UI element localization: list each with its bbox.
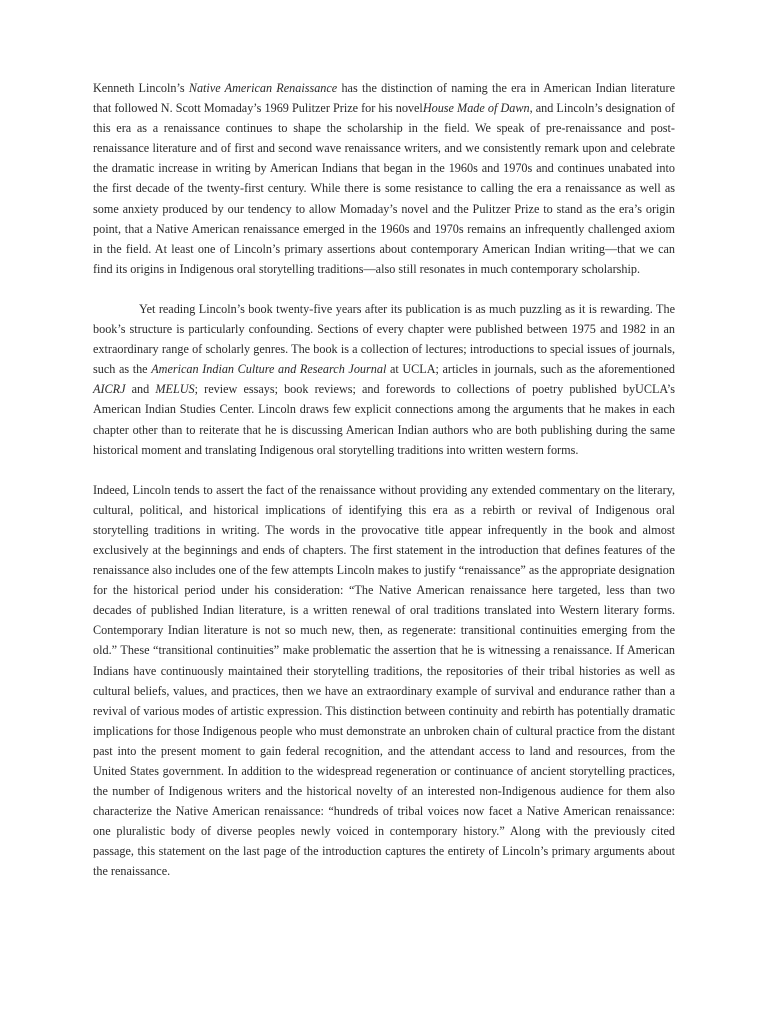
p1-text-2: has the distinction of naming the era in American Indian literature that followed N. Scott Momaday’s 1969 Pulitzer Prize for his novel bbox=[93, 81, 675, 116]
p2-text-1: Yet reading Lincoln’s book twenty-five years after its publication is as much puzzling as it is rewarding. The book’s structure is particularly confounding. Sections of every chapter were published between 1975 and 1982 in an extraordinary range of scholarly genres. The book is a collection of lectures; introductions to special issues of journals, such as the bbox=[93, 301, 675, 377]
p1-text-1: Kenneth Lincoln’s bbox=[93, 81, 189, 95]
p2-text-4: ; review essays; book reviews; and forewords to collections of poetry published byUCLA’s American Indian Studies Center. Lincoln draws few explicit connections among the arguments that he makes in each chapter other than to reiterate that he is discussing American Indian authors who are both publishing during the same historical moment and translating Indigenous oral storytelling traditions into written western forms. bbox=[93, 382, 675, 457]
paragraph-3 bbox=[93, 480, 675, 882]
p1-text-3: , and Lincoln’s designation of this era as a renaissance continues to shape the scholarship in the field. We speak of pre-renaissance and post-renaissance literature and of first and second wave renaissance writers, and we consistently remark upon and celebrate the dramatic increase in writing by American Indians that began in the 1960s and 1970s and continues unabated into the first decade of the twenty-first century. While there is some resistance to calling the era a renaissance as well as some anxiety produced by our tendency to allow Momaday’s novel and the Pulitzer Prize to stand as the era’s origin point, that a Native American renaissance emerged in the 1960s and 1970s remains an infrequently challenged axiom in the field. At least one of Lincoln’s primary assertions about contemporary American Indian writing—that we can find its origins in Indigenous oral storytelling traditions—also still resonates in much contemporary scholarship. bbox=[93, 101, 675, 276]
paragraph-1 bbox=[93, 78, 675, 279]
p2-title-melus: MELUS bbox=[155, 382, 195, 397]
p2-title-aicrj: AICRJ bbox=[93, 382, 126, 397]
p1-title-native-american-renaissance: Native American Renaissance bbox=[188, 81, 338, 95]
p1-title-house-made-of-dawn: House Made of Dawn bbox=[422, 101, 530, 116]
p3-text-1: Indeed, Lincoln tends to assert the fact of the renaissance without providing any extended commentary on the literary, cultural, political, and historical implications of identifying this era as a rebirth or revival of Indigenous oral storytelling traditions in writing. The words in the provocative title appear infrequently in the book and almost exclusively at the beginnings and ends of chapters. The first statement in the introduction that defines features of the renaissance also includes one of the few attempts Lincoln makes to justify “renaissance” as the appropriate designation for the historical period under his consideration: “The Native American renaissance here targeted, less than two decades of published Indian literature, is a written renewal of oral traditions translated into Western literary forms. Contemporary Indian literature is not so much new, then, as regenerate: transitional continuities emerging from the old.” These “transitional continuities” make problematic the assertion that he is witnessing a renaissance. If American Indians have continuously maintained their storytelling traditions, the repositories of their tribal histories as well as cultural beliefs, values, and practices, then we have an extraordinary example of survival and endurance rather than a revival of various modes of artistic expression. This distinction between continuity and rebirth has potentially dramatic implications for those Indigenous people who must demonstrate an unbroken chain of cultural practice from the distant past into the present moment to gain federal recognition, and the attendant access to land and resources, from the United States government. In addition to the widespread regeneration or continuance of ancient storytelling practices, the number of Indigenous writers and the historical novelty of an interested non-Indigenous audience for them also characterize the Native American renaissance: “hundreds of tribal voices now facet a Native American renaissance: one pluralistic body of diverse peoples newly voiced in contemporary history.” Along with the previously cited passage, this statement on the last page of the introduction captures the entirety of Lincoln’s primary arguments about the renaissance. bbox=[93, 482, 675, 879]
p2-title-aicrj-full: American Indian Culture and Research Journal bbox=[151, 362, 387, 377]
p2-text-2: at UCLA; articles in journals, such as the aforementioned bbox=[386, 362, 676, 377]
p2-text-3: and bbox=[125, 382, 156, 397]
paragraph-2 bbox=[93, 299, 675, 460]
